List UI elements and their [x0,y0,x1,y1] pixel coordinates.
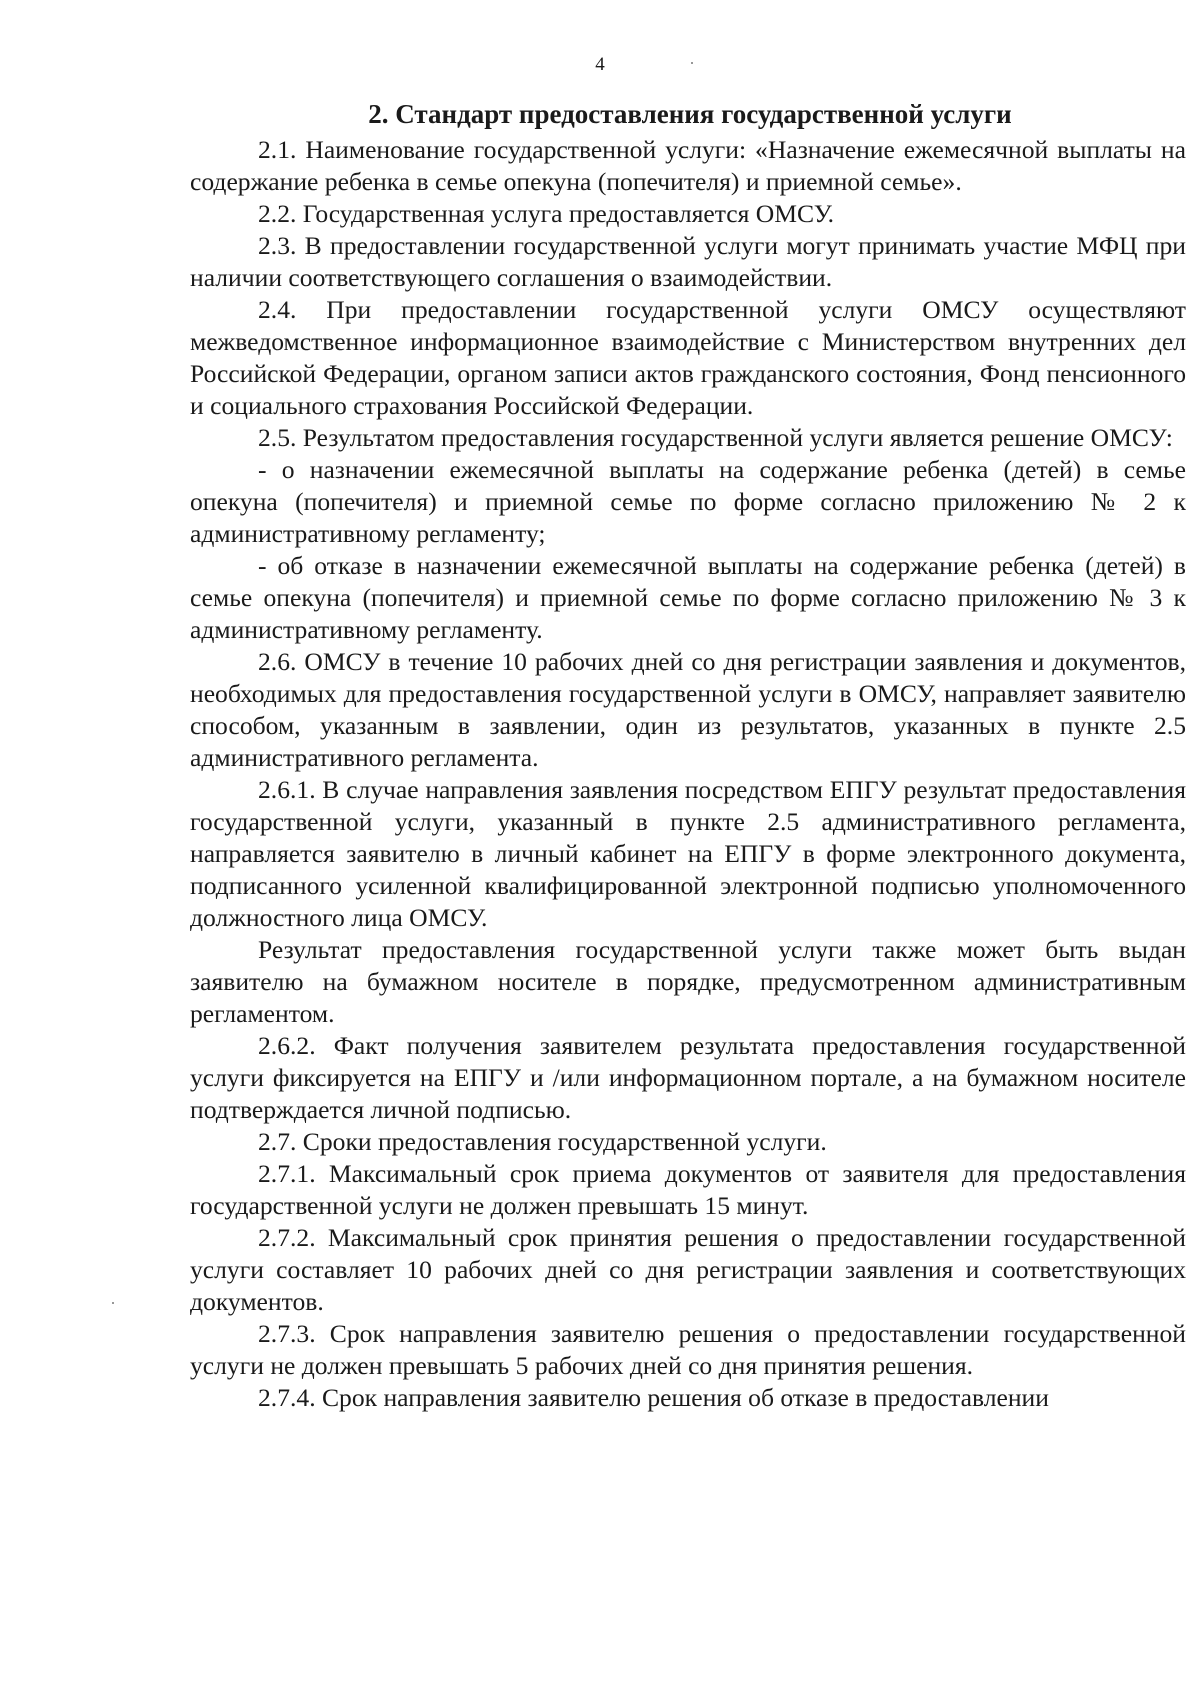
paragraph-2-7: 2.7. Сроки предоставления государственной услуги. [258,1127,827,1156]
paragraph-2-7-2: 2.7.2. Максимальный срок принятия решения о предоставлении государственной услуги составляет 10 рабочих дней со дня регистрации заявления и соответствующих документов. [190,1223,1186,1316]
paragraph-2-7-4: 2.7.4. Срок направления заявителю решения об отказе в предоставлении [258,1383,1049,1412]
document-body [190,134,1186,1414]
paragraph-2-7-1: 2.7.1. Максимальный срок приема документов от заявителя для предоставления государственной услуги не должен превышать 15 минут. [190,1159,1186,1220]
paragraph-2-6-2: 2.6.2. Факт получения заявителем результата предоставления государственной услуги фиксируется на ЕПГУ и /или информационном портале, а на бумажном носителе подтверждается личной подписью. [190,1031,1186,1124]
paragraph-result-paper: Результат предоставления государственной услуги также может быть выдан заявителю на бумажном носителе в порядке, предусмотренном административным регламентом. [190,935,1186,1028]
list-item-approval: - о назначении ежемесячной выплаты на содержание ребенка (детей) в семье опекуна (попечителя) и приемной семье по форме согласно приложению № 2 к административному регламенту; [190,455,1186,548]
paragraph-2-6: 2.6. ОМСУ в течение 10 рабочих дней со дня регистрации заявления и документов, необходимых для предоставления государственной услуги в ОМСУ, направляет заявителю способом, указанным в заявлении, один из результатов, указанных в пункте 2.5 административного регламента. [190,647,1186,772]
list-item-refusal: - об отказе в назначении ежемесячной выплаты на содержание ребенка (детей) в семье опекуна (попечителя) и приемной семье по форме согласно приложению № 3 к административному регламенту. [190,551,1186,644]
page-number: 4 [595,54,605,75]
paragraph-2-7-3: 2.7.3. Срок направления заявителю решения о предоставлении государственной услуги не должен превышать 5 рабочих дней со дня принятия решения. [190,1319,1186,1380]
section-heading: 2. Стандарт предоставления государственной услуги [368,99,1012,129]
paragraph-2-1: 2.1. Наименование государственной услуги: «Назначение ежемесячной выплаты на содержание ребенка в семье опекуна (попечителя) и приемной семье». [190,135,1186,196]
paragraph-2-4: 2.4. При предоставлении государственной услуги ОМСУ осуществляют межведомственное информационное взаимодействие с Министерством внутренних дел Российской Федерации, органом записи актов гражданского состояния, Фонд пенсионного и социального страхования Российской Федерации. [190,295,1186,420]
scan-speck [691,62,693,64]
paragraph-2-2: 2.2. Государственная услуга предоставляется ОМСУ. [258,199,835,228]
paragraph-2-5: 2.5. Результатом предоставления государственной услуги является решение ОМСУ: [258,423,1173,452]
scan-speck [112,1302,114,1304]
paragraph-2-6-1: 2.6.1. В случае направления заявления посредством ЕПГУ результат предоставления государственной услуги, указанный в пункте 2.5 административного регламента, направляется заявителю в личный кабинет на ЕПГУ в форме электронного документа, подписанного усиленной квалифицированной электронной подписью уполномоченного должностного лица ОМСУ. [190,775,1186,932]
paragraph-2-3: 2.3. В предоставлении государственной услуги могут принимать участие МФЦ при наличии соответствующего соглашения о взаимодействии. [190,231,1186,292]
